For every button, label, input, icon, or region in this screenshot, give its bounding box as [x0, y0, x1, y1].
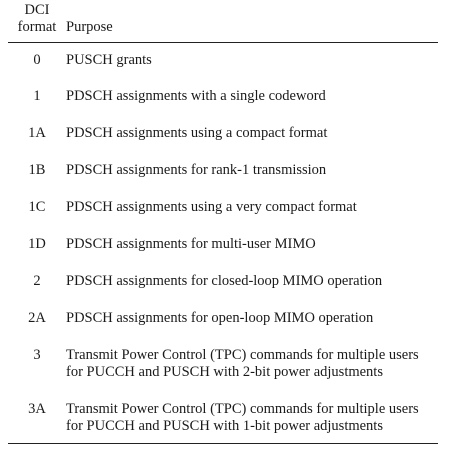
cell-purpose-line2: for PUCCH and PUSCH with 2-bit power adjustments	[66, 364, 383, 380]
cell-purpose: PDSCH assignments using a compact format	[66, 125, 328, 141]
cell-format: 1A	[28, 125, 46, 141]
cell-purpose: PUSCH grants	[66, 52, 152, 68]
dci-format-table	[8, 0, 438, 444]
cell-purpose	[66, 328, 438, 382]
cell-format: 1C	[28, 199, 46, 215]
header-dci-format	[8, 0, 66, 43]
table-row	[8, 217, 438, 254]
cell-purpose: PDSCH assignments for open-loop MIMO operation	[66, 310, 374, 326]
cell-format: 1D	[28, 236, 46, 252]
cell-format: 1B	[28, 162, 46, 178]
cell-format: 2A	[28, 310, 46, 326]
table-body	[8, 43, 438, 444]
table-row	[8, 180, 438, 217]
cell-format: 3	[33, 347, 41, 363]
table-header	[8, 0, 438, 43]
cell-format: 3A	[8, 382, 66, 444]
table-row	[8, 254, 438, 291]
table-row	[8, 328, 438, 382]
cell-purpose: PDSCH assignments for multi-user MIMO	[66, 236, 316, 252]
cell-purpose: PDSCH assignments for rank-1 transmission	[66, 162, 327, 178]
table-row	[8, 43, 438, 70]
header-purpose: Purpose	[66, 0, 438, 43]
cell-format: 1	[33, 88, 41, 104]
cell-purpose: PDSCH assignments using a very compact format	[66, 199, 357, 215]
cell-purpose-line1: Transmit Power Control (TPC) commands for multiple users	[66, 347, 419, 363]
table-row	[8, 69, 438, 106]
table-row	[8, 143, 438, 180]
header-dci-format-line1: DCI	[24, 2, 50, 18]
cell-purpose: PDSCH assignments for closed-loop MIMO operation	[66, 273, 383, 289]
table-row	[8, 291, 438, 328]
cell-format: 0	[33, 52, 41, 68]
table-row	[8, 382, 438, 444]
cell-purpose-line1: Transmit Power Control (TPC) commands for multiple users	[66, 401, 419, 417]
cell-purpose	[66, 382, 438, 444]
dci-format-table-container	[8, 0, 438, 444]
table-row	[8, 106, 438, 143]
header-dci-format-line2: format	[17, 19, 57, 35]
header-row	[8, 0, 438, 43]
cell-purpose: PDSCH assignments with a single codeword	[66, 88, 326, 104]
cell-format: 2	[33, 273, 41, 289]
cell-purpose-line2: for PUCCH and PUSCH with 1-bit power adjustments	[66, 418, 383, 434]
